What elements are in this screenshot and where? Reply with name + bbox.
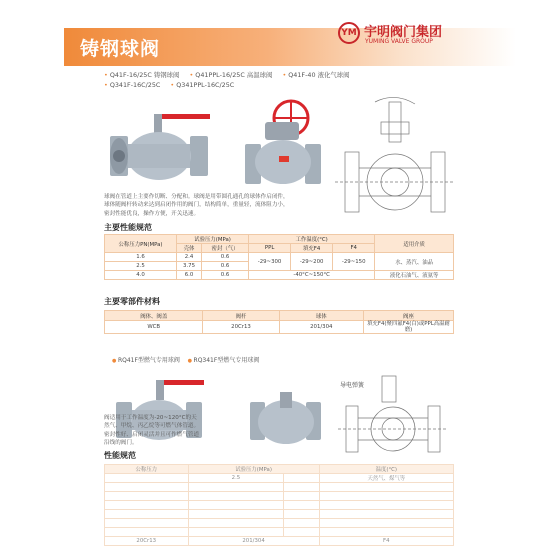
col-test: 试验压力(MPa) [177,235,249,244]
cell [105,474,189,483]
gas-valve-legend [112,355,259,364]
table-row [105,510,454,519]
col-f4: F4 [333,244,375,253]
cell [319,519,453,528]
cell [284,474,319,483]
col-media: 适用介质 [375,235,454,253]
cell: 液化石油气、液氨等 [375,271,454,280]
page-title: 铸钢球阀 [80,38,161,60]
cell: 2.4 [177,253,202,262]
gas-valve-drawing [338,372,448,457]
col-ppl: PPL [249,244,291,253]
valve-drawing [335,92,455,222]
col-seal: 密封（气） [202,244,249,253]
logo-name-en: YUMING VALVE GROUP [365,38,433,45]
col-body: 阀体、阀盖 [105,311,203,321]
cell: 0.6 [202,262,249,271]
table-row [105,492,454,501]
cell [319,501,453,510]
cell [319,492,453,501]
cell [105,519,189,528]
model-item: • Q341F-16C/25C [104,80,160,90]
cell: 3.75 [177,262,202,271]
brand-logo [338,20,443,48]
cell [284,501,319,510]
specs2-heading: 性能规范 [104,451,136,460]
cell: -29~300 [249,253,291,271]
legend-item: ● RQ341F型燃气专用球阀 [188,357,260,364]
cell [105,501,189,510]
col: 试验压力(MPa) [188,465,319,474]
col: 温度(°C) [319,465,453,474]
cell: F4 [319,537,453,546]
col-temp: 工作温度(°C) [249,235,375,244]
cell [105,528,189,537]
cell [284,528,319,537]
cell: 天然气、煤气等 [319,474,453,483]
model-item: • Q41F-40 液化气球阀 [282,70,349,80]
gas-ball-valve-photo-2 [240,372,330,452]
table-row [105,483,454,492]
table-row [105,253,454,262]
cell [105,492,189,501]
logo-name-cn: 宇明阀门集团 [364,25,443,40]
cell [188,483,284,492]
cell: 水、蒸汽、油品 [375,253,454,271]
cell [188,492,284,501]
cell [319,528,453,537]
table-row [105,528,454,537]
model-item: • Q41PPL-16/25C 高温球阀 [189,70,272,80]
cell: 2.5 [188,474,284,483]
cell [284,492,319,501]
cell [188,510,284,519]
materials-heading: 主要零部件材料 [104,297,160,306]
cell: 填充F4(聚四氟F4(白)或PPL高温耐磨) [364,321,454,334]
col-seat: 阀座 [364,311,454,321]
cell: 20Cr13 [203,321,279,334]
cell [319,510,453,519]
materials-table [104,310,454,334]
gear-ball-valve-photo [235,96,330,191]
model-item: • Q41F-16/25C 铸钢球阀 [104,70,179,80]
cell: 1.6 [105,253,177,262]
cell: WCB [105,321,203,334]
gas-valve-description: 阀适用于工作温度为-20~120°C的天然气、甲烷、丙乙烷等可燃气体管道。密封性好、启闭灵活并且可作燃气管道沿线的阀门。 [104,415,200,446]
table-row [105,321,454,334]
cell [105,483,189,492]
table-row [105,271,454,280]
ball-valve-photo [104,100,214,185]
col-shell: 壳体 [177,244,202,253]
cell: 201/304 [188,537,319,546]
cell [188,519,284,528]
col-ball: 球体 [279,311,363,321]
cell: -29~200 [291,253,333,271]
table-row [105,501,454,510]
cell [188,528,284,537]
cell: -40°C~150°C [249,271,375,280]
cell: -29~150 [333,253,375,271]
col-pn: 公称压力PN(MPa) [105,235,177,253]
cell: 4.0 [105,271,177,280]
product-description: 球阀在管道上主要作切断、分配和。球阀是用带圆孔通孔的球体作启闭件，球体随阀杆转动来达到启闭作用的阀门，结构简单，重量轻，流体阻力小，密封性能优良，操作方便，开关迅速。 [104,194,289,217]
cell [284,519,319,528]
table-row [105,519,454,528]
cell [284,483,319,492]
cell: 20Cr13 [105,537,189,546]
model-list [104,70,358,90]
col: 公称压力 [105,465,189,474]
cell [105,510,189,519]
specs-heading: 主要性能规范 [104,223,152,232]
specs2-table [104,464,454,546]
logo-mark: YM [338,22,360,44]
cell: 6.0 [177,271,202,280]
table-row [105,537,454,546]
legend-item: ● RQ41F型燃气专用球阀 [112,357,180,364]
col-stem: 阀杆 [203,311,279,321]
cell [188,501,284,510]
table-row [105,474,454,483]
cell: 0.6 [202,253,249,262]
col-f4filled: 填充F4 [291,244,333,253]
model-item: • Q341PPL-16C/25C [170,80,234,90]
cell: 201/304 [279,321,363,334]
cell: 2.5 [105,262,177,271]
cell [284,510,319,519]
specs-table [104,234,454,280]
spring-callout: 导电弹簧 [340,382,365,389]
cell: 0.6 [202,271,249,280]
cell [319,483,453,492]
